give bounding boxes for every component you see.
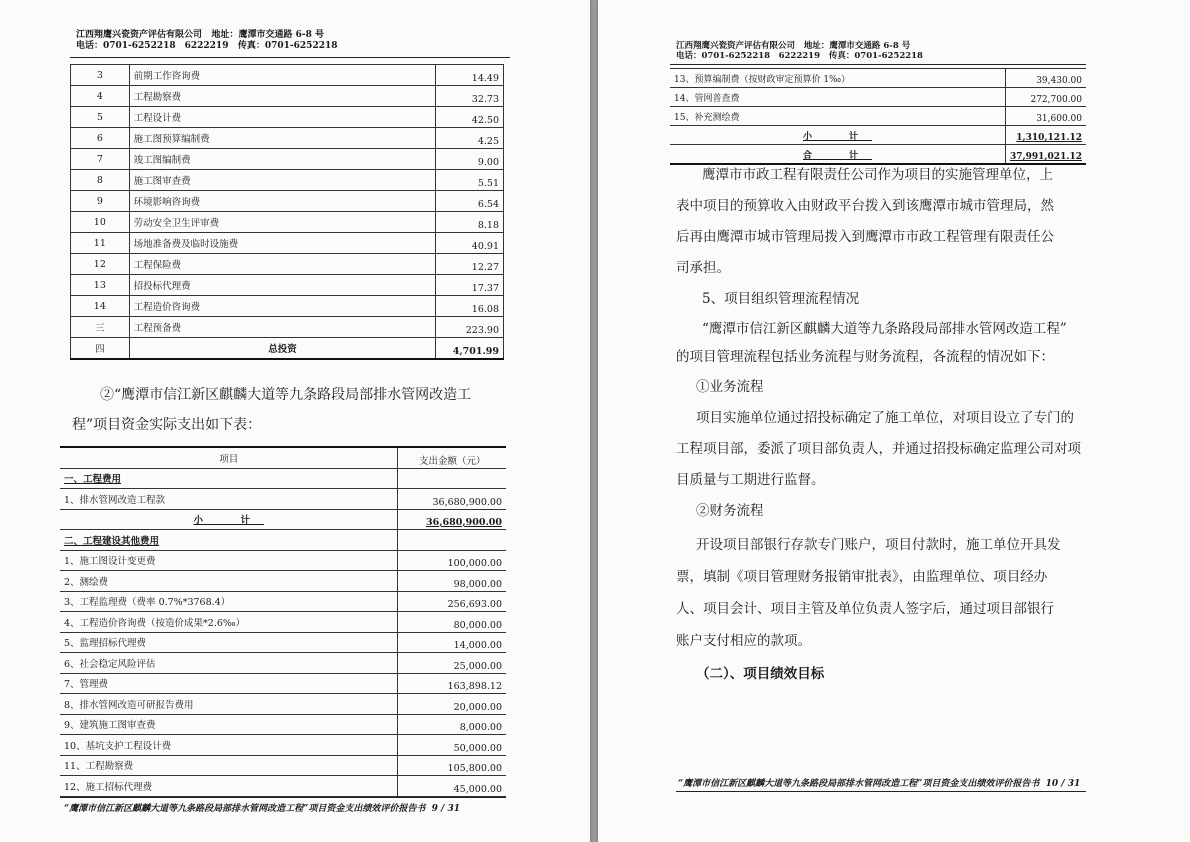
expense-amount: 14,000.00 bbox=[398, 632, 506, 653]
table-row bbox=[71, 233, 504, 254]
paragraph-1-line-2: 表中项目的预算收入由财政平台拨入到该鹰潭市城市管理局，然 bbox=[676, 198, 1054, 214]
section-2-heading: （二）、项目绩效目标 bbox=[696, 666, 825, 682]
expense-item: 1、施工图设计变更费 bbox=[60, 550, 398, 571]
cost-item: 环境影响咨询费 bbox=[129, 191, 436, 212]
table-row bbox=[71, 296, 504, 317]
business-flow-heading: ①业务流程 bbox=[696, 379, 764, 395]
row-number: 10 bbox=[71, 212, 130, 233]
company-phone: 电话：0701-6252218 6222219 bbox=[676, 51, 820, 61]
expense-amount: 50,000.00 bbox=[398, 735, 506, 756]
header-rule bbox=[670, 64, 1086, 65]
expense-item: 14、管网普查费 bbox=[670, 88, 1005, 107]
company-header bbox=[76, 30, 338, 52]
table-row bbox=[60, 612, 506, 633]
total-label: 总投资 bbox=[129, 338, 436, 360]
table-row bbox=[71, 212, 504, 233]
expense-section-2 bbox=[60, 530, 506, 551]
expense-amount: 8,000.00 bbox=[398, 714, 506, 735]
table-row bbox=[71, 149, 504, 170]
row-number: 12 bbox=[71, 254, 130, 275]
table-row bbox=[71, 128, 504, 149]
table-row bbox=[71, 191, 504, 212]
expense-amount: 256,693.00 bbox=[398, 591, 506, 612]
expense-amount: 105,800.00 bbox=[398, 755, 506, 776]
table-row bbox=[71, 275, 504, 296]
address-label: 地址： bbox=[211, 30, 239, 40]
address-label: 地址： bbox=[803, 41, 830, 51]
expense-amount: 39,430.00 bbox=[1005, 69, 1086, 88]
table-row bbox=[60, 694, 506, 715]
cost-item: 竣工图编制费 bbox=[129, 149, 436, 170]
finance-flow-heading: ②财务流程 bbox=[696, 503, 764, 519]
header-rule bbox=[70, 57, 510, 58]
expense-amount: 272,700.00 bbox=[1005, 88, 1086, 107]
table-row bbox=[71, 170, 504, 191]
paragraph-2-line-2: 的项目管理流程包括业务流程与财务流程，各流程的情况如下： bbox=[676, 349, 1054, 365]
expense-item: 10、基坑支护工程设计费 bbox=[60, 735, 398, 756]
table-row bbox=[670, 88, 1086, 107]
subtotal-row bbox=[670, 126, 1086, 145]
table-row bbox=[60, 489, 506, 510]
expense-item: 3、工程监理费（费率 0.7%*3768.4） bbox=[60, 591, 398, 612]
expense-amount: 36,680,900.00 bbox=[398, 489, 506, 510]
cost-item: 前期工作咨询费 bbox=[129, 65, 436, 86]
section2-intro-line2: 程”项目资金实际支出如下表： bbox=[72, 417, 262, 433]
table-row bbox=[670, 107, 1086, 126]
cost-item: 劳动安全卫生评审费 bbox=[129, 212, 436, 233]
expense-amount: 45,000.00 bbox=[398, 776, 506, 797]
row-number: 8 bbox=[71, 170, 130, 191]
cost-amount: 14.49 bbox=[436, 65, 504, 86]
expense-section-1 bbox=[60, 468, 506, 489]
cost-amount: 8.18 bbox=[436, 212, 504, 233]
expense-item: 5、监理招标代理费 bbox=[60, 632, 398, 653]
company-fax: 传真：0701-6252218 bbox=[828, 51, 923, 61]
cost-amount: 17.37 bbox=[436, 275, 504, 296]
paragraph-3-line-2: 工程项目部，委派了项目部负责人，并通过招投标确定监理公司对项 bbox=[676, 441, 1081, 457]
footer-title: “鹰潭市信江新区麒麟大道等九条路段局部排水管网改造工程”项目资金支出绩效评价报告书 bbox=[64, 804, 426, 814]
expense-item: 9、建筑施工图审查费 bbox=[60, 714, 398, 735]
row-number: 6 bbox=[71, 128, 130, 149]
expense-item: 4、工程造价咨询费（按造价成果*2.6‰） bbox=[60, 612, 398, 633]
expense-amount: 98,000.00 bbox=[398, 571, 506, 592]
row-number: 4 bbox=[71, 86, 130, 107]
footer-left bbox=[64, 801, 460, 814]
cost-item: 工程预备费 bbox=[129, 317, 436, 338]
expense-item: 15、补充测绘费 bbox=[670, 107, 1005, 126]
section-1-label: 一、工程费用 bbox=[60, 468, 398, 489]
total-label: 合 计 bbox=[670, 145, 1005, 165]
table-row bbox=[71, 107, 504, 128]
section-5-heading: 5、项目组织管理流程情况 bbox=[702, 291, 860, 307]
expense-item: 13、预算编制费（按财政审定预算价 1‰） bbox=[670, 69, 1005, 88]
expense-item: 7、管理费 bbox=[60, 673, 398, 694]
expense-item: 11、工程勘察费 bbox=[60, 755, 398, 776]
table-row bbox=[60, 571, 506, 592]
paragraph-4-line-3: 人、项目会计、项目主管及单位负责人签字后，通过项目部银行 bbox=[676, 601, 1054, 617]
cost-amount: 5.51 bbox=[436, 170, 504, 191]
cost-amount: 16.08 bbox=[436, 296, 504, 317]
section2-intro-line1: ②“鹰潭市信江新区麒麟大道等九条路段局部排水管网改造工 bbox=[100, 387, 472, 403]
total-amount: 37,991,021.12 bbox=[1005, 145, 1086, 165]
table-row bbox=[60, 591, 506, 612]
paragraph-2-line-1: “鹰潭市信江新区麒麟大道等九条路段局部排水管网改造工程” bbox=[702, 321, 1067, 337]
table-row bbox=[60, 735, 506, 756]
cost-item: 施工图审查费 bbox=[129, 170, 436, 191]
company-address: 鹰潭市交通路 6-8 号 bbox=[829, 41, 911, 51]
page-9 bbox=[0, 0, 590, 842]
subtotal-amount: 36,680,900.00 bbox=[398, 509, 506, 530]
paragraph-4-line-2: 票，填制《项目管理财务报销审批表》，由监理单位、项目经办 bbox=[676, 569, 1048, 585]
subtotal-amount: 1,310,121.12 bbox=[1005, 126, 1086, 145]
subtotal-label: 小 计 bbox=[670, 126, 1005, 145]
row-number: 四 bbox=[71, 338, 130, 360]
page-gutter bbox=[590, 0, 598, 842]
cost-item: 工程勘察费 bbox=[129, 86, 436, 107]
paragraph-1-line-1: 鹰潭市市政工程有限责任公司作为项目的实施管理单位，上 bbox=[702, 167, 1053, 183]
cost-amount: 12.27 bbox=[436, 254, 504, 275]
subtotal-label: 小 计 bbox=[60, 509, 398, 530]
company-phone: 电话：0701-6252218 6222219 bbox=[76, 41, 229, 51]
paragraph-4-line-1: 开设项目部银行存款专门账户，项目付款时，施工单位开具发 bbox=[696, 537, 1061, 553]
paragraph-4-line-4: 账户支付相应的款项。 bbox=[676, 633, 811, 649]
table-row bbox=[60, 776, 506, 797]
section-2-label: 二、工程建设其他费用 bbox=[60, 530, 398, 551]
expense-amount: 25,000.00 bbox=[398, 653, 506, 674]
expense-amount: 163,898.12 bbox=[398, 673, 506, 694]
cost-item: 场地准备费及临时设施费 bbox=[129, 233, 436, 254]
row-number: 3 bbox=[71, 65, 130, 86]
expense-item: 12、施工招标代理费 bbox=[60, 776, 398, 797]
company-name: 江西翔鹰兴瓷资产评估有限公司 bbox=[676, 41, 796, 51]
expense-table bbox=[60, 446, 506, 797]
paragraph-3-line-1: 项目实施单位通过招投标确定了施工单位，对项目设立了专门的 bbox=[696, 410, 1074, 426]
row-number: 9 bbox=[71, 191, 130, 212]
expense-item: 8、排水管网改造可研报告费用 bbox=[60, 694, 398, 715]
total-amount: 4,701.99 bbox=[436, 338, 504, 360]
cost-item: 招投标代理费 bbox=[129, 275, 436, 296]
cost-amount: 40.91 bbox=[436, 233, 504, 254]
cost-amount: 6.54 bbox=[436, 191, 504, 212]
table-row bbox=[60, 550, 506, 571]
cost-item: 工程设计费 bbox=[129, 107, 436, 128]
company-address: 鹰潭市交通路 6-8 号 bbox=[238, 30, 324, 40]
page-10 bbox=[598, 0, 1190, 842]
cost-item: 工程造价咨询费 bbox=[129, 296, 436, 317]
expense-amount: 80,000.00 bbox=[398, 612, 506, 633]
page-number: 10 / 31 bbox=[1045, 779, 1081, 789]
subtotal-row bbox=[60, 509, 506, 530]
company-name: 江西翔鹰兴瓷资产评估有限公司 bbox=[76, 30, 203, 40]
table-row bbox=[60, 632, 506, 653]
table-row bbox=[71, 254, 504, 275]
footer-right bbox=[678, 776, 1080, 789]
table-row bbox=[60, 673, 506, 694]
paragraph-3-line-3: 目质量与工期进行监督。 bbox=[676, 472, 825, 488]
cost-amount: 4.25 bbox=[436, 128, 504, 149]
footer-title: “鹰潭市信江新区麒麟大道等九条路段局部排水管网改造工程”项目资金支出绩效评价报告书 bbox=[678, 779, 1040, 789]
expense-item: 2、测绘费 bbox=[60, 571, 398, 592]
budget-table bbox=[70, 64, 504, 360]
table-row bbox=[71, 65, 504, 86]
row-number: 11 bbox=[71, 233, 130, 254]
expense-amount: 100,000.00 bbox=[398, 550, 506, 571]
row-number: 5 bbox=[71, 107, 130, 128]
cost-item: 施工图预算编制费 bbox=[129, 128, 436, 149]
total-row bbox=[71, 338, 504, 360]
cost-amount: 223.90 bbox=[436, 317, 504, 338]
expense-item: 6、社会稳定风险评估 bbox=[60, 653, 398, 674]
table-row bbox=[60, 714, 506, 735]
expense-header-item: 项目 bbox=[60, 447, 398, 468]
cost-amount: 32.73 bbox=[436, 86, 504, 107]
expense-amount: 31,600.00 bbox=[1005, 107, 1086, 126]
company-fax: 传真：0701-6252218 bbox=[237, 41, 338, 51]
table-row bbox=[60, 653, 506, 674]
expense-header-amount: 支出金额（元） bbox=[398, 447, 506, 468]
expense-amount: 20,000.00 bbox=[398, 694, 506, 715]
table-row bbox=[60, 755, 506, 776]
row-number: 三 bbox=[71, 317, 130, 338]
expense-header-row bbox=[60, 447, 506, 468]
footer-rule bbox=[676, 791, 1086, 792]
expense-item: 1、排水管网改造工程款 bbox=[60, 489, 398, 510]
company-header bbox=[676, 41, 923, 61]
table-row bbox=[71, 86, 504, 107]
cost-item: 工程保险费 bbox=[129, 254, 436, 275]
table-row bbox=[71, 317, 504, 338]
cost-amount: 42.50 bbox=[436, 107, 504, 128]
page-number: 9 / 31 bbox=[431, 804, 460, 814]
table-row bbox=[670, 69, 1086, 88]
row-number: 7 bbox=[71, 149, 130, 170]
paragraph-1-line-3: 后再由鹰潭市城市管理局拨入到鹰潭市市政工程管理有限责任公 bbox=[676, 229, 1054, 245]
expense-table-continued bbox=[670, 68, 1086, 165]
cost-amount: 9.00 bbox=[436, 149, 504, 170]
paragraph-1-line-4: 司承担。 bbox=[676, 260, 730, 276]
row-number: 14 bbox=[71, 296, 130, 317]
footer-rule bbox=[60, 797, 506, 798]
row-number: 13 bbox=[71, 275, 130, 296]
